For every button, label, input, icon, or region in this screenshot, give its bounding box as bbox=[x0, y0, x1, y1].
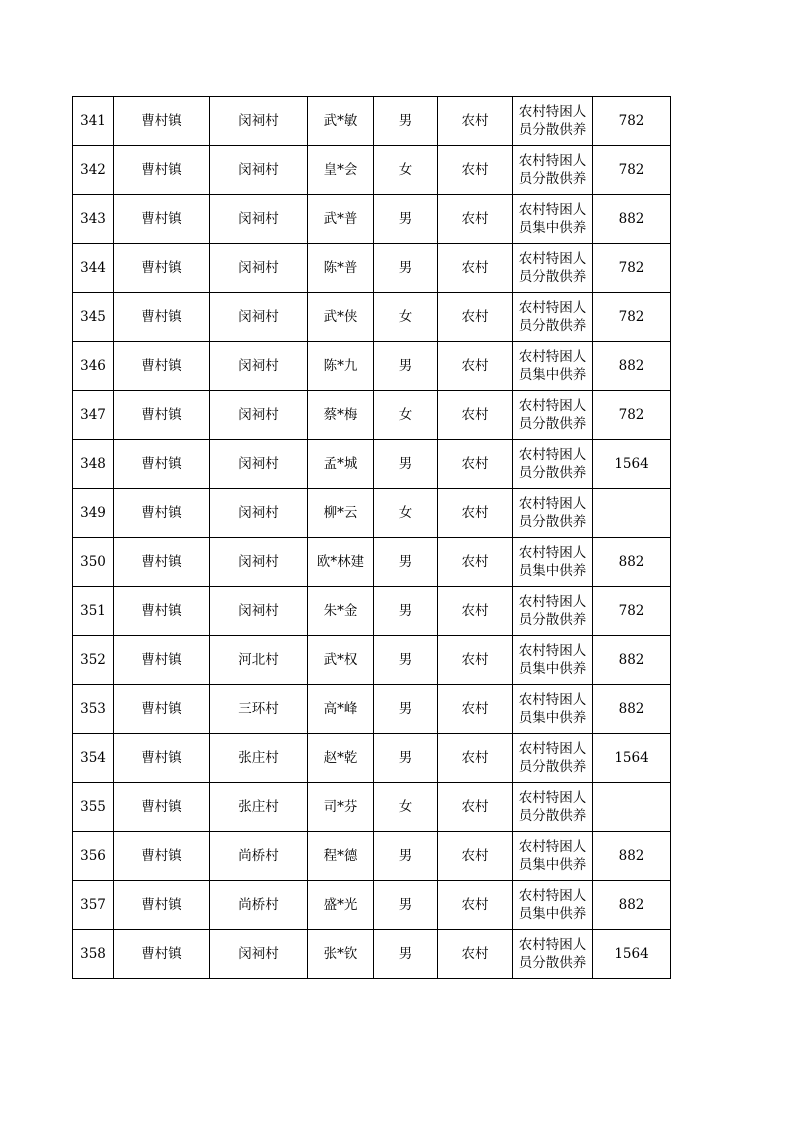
amount-cell: 882 bbox=[593, 538, 671, 587]
row-number-cell: 351 bbox=[73, 587, 114, 636]
support-type-text: 农村特困人员分散供养 bbox=[518, 153, 587, 187]
row-number-cell: 352 bbox=[73, 636, 114, 685]
village-cell: 闵祠村 bbox=[210, 440, 308, 489]
amount-cell: 1564 bbox=[593, 734, 671, 783]
row-number-cell: 355 bbox=[73, 783, 114, 832]
amount-cell: 782 bbox=[593, 97, 671, 146]
support-type-text: 农村特困人员集中供养 bbox=[518, 888, 587, 922]
support-type-cell bbox=[513, 832, 593, 881]
person-name-cell: 武*权 bbox=[308, 636, 374, 685]
area-cell: 农村 bbox=[438, 244, 513, 293]
table-row bbox=[73, 930, 671, 979]
support-type-text: 农村特困人员分散供养 bbox=[518, 790, 587, 824]
gender-cell: 男 bbox=[374, 832, 438, 881]
row-number-cell: 346 bbox=[73, 342, 114, 391]
row-number-cell: 358 bbox=[73, 930, 114, 979]
area-cell: 农村 bbox=[438, 97, 513, 146]
gender-cell: 男 bbox=[374, 244, 438, 293]
amount-cell: 782 bbox=[593, 587, 671, 636]
village-cell: 三环村 bbox=[210, 685, 308, 734]
village-cell: 尚桥村 bbox=[210, 881, 308, 930]
person-name-cell: 高*峰 bbox=[308, 685, 374, 734]
person-name-cell: 欧*林建 bbox=[308, 538, 374, 587]
town-cell: 曹村镇 bbox=[114, 783, 210, 832]
row-number-cell: 348 bbox=[73, 440, 114, 489]
village-cell: 闵祠村 bbox=[210, 244, 308, 293]
person-name-cell: 武*普 bbox=[308, 195, 374, 244]
town-cell: 曹村镇 bbox=[114, 832, 210, 881]
village-cell: 尚桥村 bbox=[210, 832, 308, 881]
village-cell: 闵祠村 bbox=[210, 489, 308, 538]
village-cell: 闵祠村 bbox=[210, 587, 308, 636]
person-name-cell: 武*侠 bbox=[308, 293, 374, 342]
row-number-cell: 344 bbox=[73, 244, 114, 293]
table-row bbox=[73, 783, 671, 832]
amount-cell: 782 bbox=[593, 244, 671, 293]
village-cell: 闵祠村 bbox=[210, 391, 308, 440]
gender-cell: 男 bbox=[374, 587, 438, 636]
amount-cell: 1564 bbox=[593, 930, 671, 979]
support-type-text: 农村特困人员分散供养 bbox=[518, 496, 587, 530]
person-name-cell: 盛*光 bbox=[308, 881, 374, 930]
village-cell: 闵祠村 bbox=[210, 538, 308, 587]
table-body bbox=[73, 97, 671, 979]
gender-cell: 女 bbox=[374, 146, 438, 195]
support-type-text: 农村特困人员分散供养 bbox=[518, 398, 587, 432]
village-cell: 闵祠村 bbox=[210, 293, 308, 342]
support-type-text: 农村特困人员分散供养 bbox=[518, 594, 587, 628]
row-number-cell: 345 bbox=[73, 293, 114, 342]
town-cell: 曹村镇 bbox=[114, 391, 210, 440]
support-type-text: 农村特困人员分散供养 bbox=[518, 104, 587, 138]
support-type-cell bbox=[513, 783, 593, 832]
area-cell: 农村 bbox=[438, 342, 513, 391]
person-name-cell: 朱*金 bbox=[308, 587, 374, 636]
table-row bbox=[73, 636, 671, 685]
area-cell: 农村 bbox=[438, 783, 513, 832]
town-cell: 曹村镇 bbox=[114, 244, 210, 293]
row-number-cell: 350 bbox=[73, 538, 114, 587]
area-cell: 农村 bbox=[438, 146, 513, 195]
gender-cell: 男 bbox=[374, 734, 438, 783]
amount-cell: 882 bbox=[593, 636, 671, 685]
town-cell: 曹村镇 bbox=[114, 97, 210, 146]
row-number-cell: 342 bbox=[73, 146, 114, 195]
support-type-cell bbox=[513, 244, 593, 293]
town-cell: 曹村镇 bbox=[114, 734, 210, 783]
person-name-cell: 程*德 bbox=[308, 832, 374, 881]
amount-cell: 882 bbox=[593, 342, 671, 391]
support-type-text: 农村特困人员集中供养 bbox=[518, 349, 587, 383]
row-number-cell: 356 bbox=[73, 832, 114, 881]
row-number-cell: 347 bbox=[73, 391, 114, 440]
person-name-cell: 武*敏 bbox=[308, 97, 374, 146]
support-type-cell bbox=[513, 97, 593, 146]
area-cell: 农村 bbox=[438, 587, 513, 636]
town-cell: 曹村镇 bbox=[114, 881, 210, 930]
table-row bbox=[73, 587, 671, 636]
table-row bbox=[73, 342, 671, 391]
town-cell: 曹村镇 bbox=[114, 440, 210, 489]
town-cell: 曹村镇 bbox=[114, 636, 210, 685]
support-type-text: 农村特困人员集中供养 bbox=[518, 202, 587, 236]
area-cell: 农村 bbox=[438, 391, 513, 440]
support-type-text: 农村特困人员分散供养 bbox=[518, 251, 587, 285]
amount-cell: 882 bbox=[593, 195, 671, 244]
person-name-cell: 赵*乾 bbox=[308, 734, 374, 783]
person-name-cell: 柳*云 bbox=[308, 489, 374, 538]
amount-cell: 882 bbox=[593, 881, 671, 930]
village-cell: 闵祠村 bbox=[210, 97, 308, 146]
amount-cell bbox=[593, 489, 671, 538]
support-type-cell bbox=[513, 881, 593, 930]
gender-cell: 女 bbox=[374, 489, 438, 538]
table-row bbox=[73, 489, 671, 538]
table-row bbox=[73, 832, 671, 881]
table-row bbox=[73, 244, 671, 293]
table-row bbox=[73, 97, 671, 146]
area-cell: 农村 bbox=[438, 930, 513, 979]
town-cell: 曹村镇 bbox=[114, 293, 210, 342]
support-type-cell bbox=[513, 587, 593, 636]
row-number-cell: 354 bbox=[73, 734, 114, 783]
area-cell: 农村 bbox=[438, 881, 513, 930]
support-type-cell bbox=[513, 489, 593, 538]
amount-cell: 882 bbox=[593, 832, 671, 881]
town-cell: 曹村镇 bbox=[114, 489, 210, 538]
town-cell: 曹村镇 bbox=[114, 146, 210, 195]
village-cell: 张庄村 bbox=[210, 783, 308, 832]
row-number-cell: 353 bbox=[73, 685, 114, 734]
amount-cell: 782 bbox=[593, 391, 671, 440]
gender-cell: 男 bbox=[374, 930, 438, 979]
person-name-cell: 陈*九 bbox=[308, 342, 374, 391]
support-type-cell bbox=[513, 440, 593, 489]
table-row bbox=[73, 685, 671, 734]
support-type-text: 农村特困人员分散供养 bbox=[518, 447, 587, 481]
support-type-cell bbox=[513, 391, 593, 440]
support-type-cell bbox=[513, 685, 593, 734]
area-cell: 农村 bbox=[438, 293, 513, 342]
area-cell: 农村 bbox=[438, 685, 513, 734]
town-cell: 曹村镇 bbox=[114, 930, 210, 979]
village-cell: 闵祠村 bbox=[210, 930, 308, 979]
gender-cell: 男 bbox=[374, 538, 438, 587]
amount-cell: 1564 bbox=[593, 440, 671, 489]
gender-cell: 女 bbox=[374, 783, 438, 832]
area-cell: 农村 bbox=[438, 489, 513, 538]
area-cell: 农村 bbox=[438, 832, 513, 881]
gender-cell: 女 bbox=[374, 391, 438, 440]
support-type-text: 农村特困人员集中供养 bbox=[518, 692, 587, 726]
beneficiary-table bbox=[72, 96, 671, 979]
table-row bbox=[73, 881, 671, 930]
person-name-cell: 陈*普 bbox=[308, 244, 374, 293]
support-type-cell bbox=[513, 342, 593, 391]
table-row bbox=[73, 195, 671, 244]
amount-cell: 782 bbox=[593, 146, 671, 195]
town-cell: 曹村镇 bbox=[114, 538, 210, 587]
amount-cell: 882 bbox=[593, 685, 671, 734]
support-type-cell bbox=[513, 734, 593, 783]
town-cell: 曹村镇 bbox=[114, 587, 210, 636]
row-number-cell: 349 bbox=[73, 489, 114, 538]
gender-cell: 女 bbox=[374, 293, 438, 342]
table-row bbox=[73, 440, 671, 489]
gender-cell: 男 bbox=[374, 440, 438, 489]
support-type-text: 农村特困人员集中供养 bbox=[518, 643, 587, 677]
village-cell: 河北村 bbox=[210, 636, 308, 685]
area-cell: 农村 bbox=[438, 440, 513, 489]
support-type-text: 农村特困人员集中供养 bbox=[518, 839, 587, 873]
person-name-cell: 蔡*梅 bbox=[308, 391, 374, 440]
row-number-cell: 341 bbox=[73, 97, 114, 146]
row-number-cell: 343 bbox=[73, 195, 114, 244]
amount-cell bbox=[593, 783, 671, 832]
support-type-cell bbox=[513, 195, 593, 244]
gender-cell: 男 bbox=[374, 636, 438, 685]
area-cell: 农村 bbox=[438, 636, 513, 685]
support-type-cell bbox=[513, 636, 593, 685]
town-cell: 曹村镇 bbox=[114, 342, 210, 391]
person-name-cell: 孟*城 bbox=[308, 440, 374, 489]
gender-cell: 男 bbox=[374, 685, 438, 734]
support-type-cell bbox=[513, 293, 593, 342]
support-type-cell bbox=[513, 538, 593, 587]
gender-cell: 男 bbox=[374, 881, 438, 930]
village-cell: 张庄村 bbox=[210, 734, 308, 783]
table-row bbox=[73, 146, 671, 195]
table-row bbox=[73, 293, 671, 342]
gender-cell: 男 bbox=[374, 97, 438, 146]
table-row bbox=[73, 734, 671, 783]
row-number-cell: 357 bbox=[73, 881, 114, 930]
person-name-cell: 皇*会 bbox=[308, 146, 374, 195]
support-type-text: 农村特困人员分散供养 bbox=[518, 741, 587, 775]
table-row bbox=[73, 391, 671, 440]
support-type-text: 农村特困人员集中供养 bbox=[518, 545, 587, 579]
support-type-cell bbox=[513, 930, 593, 979]
support-type-text: 农村特困人员分散供养 bbox=[518, 300, 587, 334]
village-cell: 闵祠村 bbox=[210, 146, 308, 195]
table-row bbox=[73, 538, 671, 587]
person-name-cell: 张*钦 bbox=[308, 930, 374, 979]
area-cell: 农村 bbox=[438, 195, 513, 244]
person-name-cell: 司*芬 bbox=[308, 783, 374, 832]
area-cell: 农村 bbox=[438, 538, 513, 587]
support-type-text: 农村特困人员分散供养 bbox=[518, 937, 587, 971]
town-cell: 曹村镇 bbox=[114, 195, 210, 244]
gender-cell: 男 bbox=[374, 195, 438, 244]
village-cell: 闵祠村 bbox=[210, 195, 308, 244]
amount-cell: 782 bbox=[593, 293, 671, 342]
town-cell: 曹村镇 bbox=[114, 685, 210, 734]
area-cell: 农村 bbox=[438, 734, 513, 783]
gender-cell: 男 bbox=[374, 342, 438, 391]
support-type-cell bbox=[513, 146, 593, 195]
village-cell: 闵祠村 bbox=[210, 342, 308, 391]
